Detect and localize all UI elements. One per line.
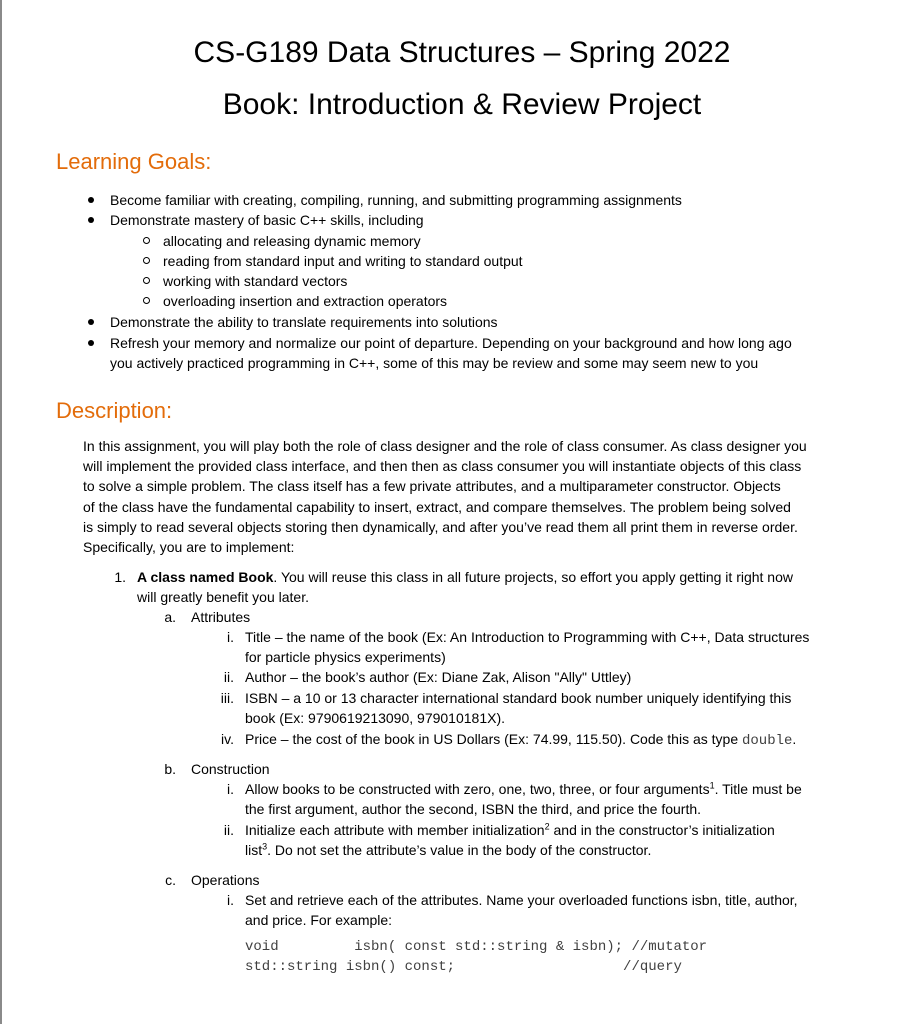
goal-item: Demonstrate mastery of basic C++ skills, including (110, 212, 424, 228)
description-paragraph-line: of the class have the fundamental capability to insert, extract, and compare themselves. The problem being solved (83, 499, 791, 515)
roman-numeral: i. (227, 629, 234, 645)
goal-sub-item: allocating and releasing dynamic memory (163, 233, 421, 249)
operations-line: Set and retrieve each of the attributes. Name your overloaded functions isbn, title, author, (245, 892, 798, 908)
construction-init-text-end: and in the constructor’s initialization (549, 822, 775, 838)
goal-sub-item: working with standard vectors (163, 273, 348, 289)
title-project: Book: Introduction & Review Project (222, 88, 702, 121)
construction-init-line (245, 820, 775, 840)
roman-numeral: ii. (223, 822, 234, 838)
attribute-isbn-line: ISBN – a 10 or 13 character international standard book number uniquely identifying this (245, 690, 792, 706)
construction-init-text: Initialize each attribute with member initialization (245, 822, 545, 838)
goal-item: Become familiar with creating, compiling, running, and submitting programming assignments (110, 192, 682, 208)
construction-body-note: . Do not set the attribute’s value in the body of the constructor. (267, 842, 652, 858)
description-paragraph-line: will implement the provided class interface, and then then as class consumer you will instantiate objects of this class (83, 458, 802, 474)
attribute-author-line: Author – the book’s author (Ex: Diane Zak, Alison "Ally" Uttley) (245, 669, 632, 685)
bullet-icon (88, 340, 94, 346)
bullet-icon (88, 217, 94, 223)
footnote-ref-2: 2 (544, 821, 550, 832)
code-example-line: void isbn( const std::string & isbn); //mutator (245, 939, 708, 955)
attribute-price-text: Price – the cost of the book in US Dollars (Ex: 74.99, 115.50). Code this as type (245, 731, 742, 747)
operations-line: and price. For example: (245, 912, 393, 928)
book-class-item (137, 567, 793, 587)
book-class-text: . You will reuse this class in all future projects, so effort you apply getting it right now (273, 569, 793, 585)
roman-numeral: iii. (220, 690, 234, 706)
book-class-item-continuation: will greatly benefit you later. (137, 589, 309, 605)
description-paragraph-line: is simply to read several objects storing then dynamically, and after you’ve read them all print them in reverse order. (83, 519, 798, 535)
roman-numeral: iv. (221, 731, 234, 747)
goal-item: Refresh your memory and normalize our point of departure. Depending on your background and how long ago (110, 335, 792, 351)
sub-bullet-icon (143, 297, 150, 304)
description-paragraph-line: In this assignment, you will play both the role of class designer and the role of class consumer. As class designer you (83, 438, 807, 454)
sub-bullet-icon (143, 237, 150, 244)
description-paragraph-line: Specifically, you are to implement: (83, 539, 295, 555)
construction-init-continuation (245, 840, 651, 860)
double-keyword: double (742, 733, 793, 749)
construction-args-line (245, 779, 802, 799)
roman-numeral: i. (227, 892, 234, 908)
attribute-title-line: Title – the name of the book (Ex: An Introduction to Programming with C++, Data structures (245, 629, 810, 645)
attribute-price-line (245, 729, 796, 751)
construction-title: Construction (191, 761, 270, 777)
bullet-icon (88, 197, 94, 203)
title-course: CS-G189 Data Structures – Spring 2022 (193, 36, 731, 69)
footnote-ref-1: 1 (709, 780, 715, 791)
sub-bullet-icon (143, 257, 150, 264)
sub-list-letter: a. (164, 609, 176, 625)
construction-args-continuation: the first argument, author the second, ISBN the third, and price the fourth. (245, 801, 702, 817)
construction-list-word: list (245, 842, 263, 858)
operations-title: Operations (191, 872, 260, 888)
roman-numeral: i. (227, 781, 234, 797)
learning-goals-heading: Learning Goals: (56, 149, 212, 174)
goal-item-continuation: you actively practiced programming in C++, some of this may be review and some may seem new to you (110, 355, 759, 371)
attribute-isbn-line: book (Ex: 9790619213090, 979010181X). (245, 710, 505, 726)
attributes-title: Attributes (191, 609, 251, 625)
attribute-title-line: for particle physics experiments) (245, 649, 446, 665)
sub-bullet-icon (143, 277, 150, 284)
bullet-icon (88, 319, 94, 325)
code-example-line: std::string isbn() const; //query (245, 959, 682, 975)
description-paragraph-line: to solve a simple problem. The class itself has a few private attributes, and a multiparameter constructor. Objects (83, 478, 781, 494)
construction-args-text-end: . Title must be (714, 781, 802, 797)
list-number: 1. (114, 569, 126, 585)
attribute-price-period: . (792, 731, 797, 747)
goal-sub-item: reading from standard input and writing to standard output (163, 253, 523, 269)
roman-numeral: ii. (223, 669, 234, 685)
footnote-ref-3: 3 (262, 841, 268, 852)
construction-args-text: Allow books to be constructed with zero, one, two, three, or four arguments (245, 781, 710, 797)
sub-list-letter: b. (164, 761, 176, 777)
goal-item: Demonstrate the ability to translate requirements into solutions (110, 314, 498, 330)
sub-list-letter: c. (165, 872, 176, 888)
description-heading: Description: (56, 398, 173, 423)
book-class-bold: A class named Book (137, 569, 274, 585)
goal-sub-item: overloading insertion and extraction operators (163, 293, 448, 309)
